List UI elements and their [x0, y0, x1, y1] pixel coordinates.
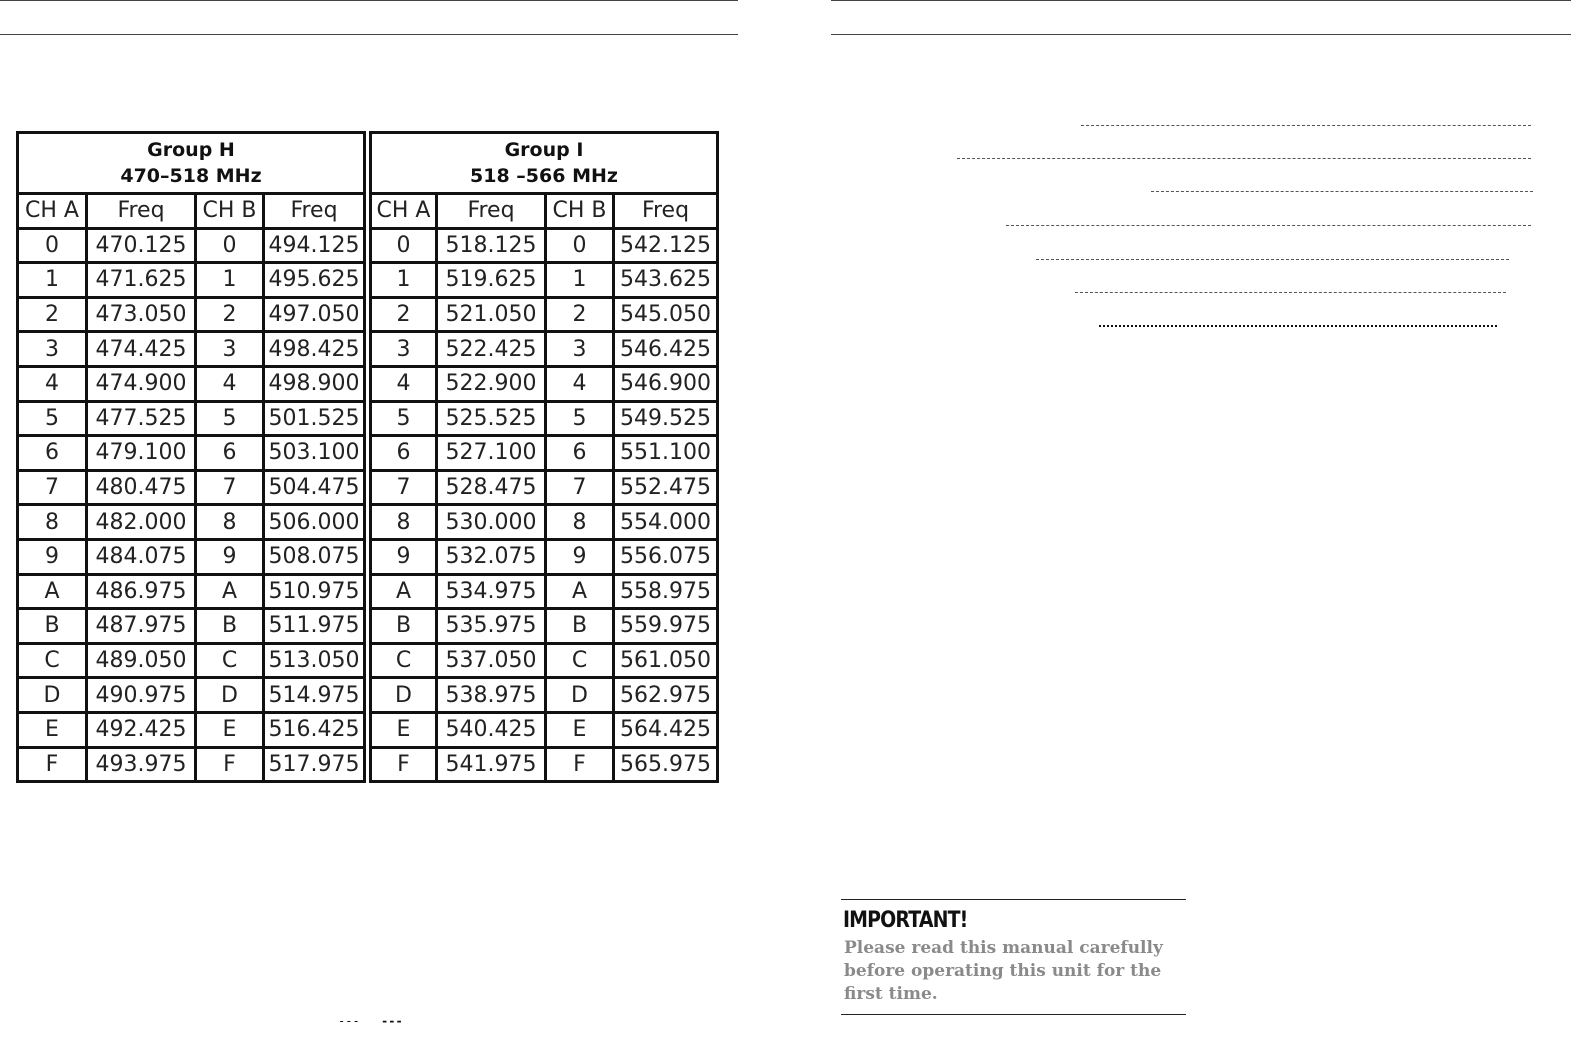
channel-cell: 6	[18, 436, 87, 471]
channel-cell: 5	[196, 401, 264, 436]
channel-cell: 1	[196, 263, 264, 298]
frequency-cell: 489.050	[87, 643, 196, 678]
channel-cell: 2	[196, 297, 264, 332]
channel-cell: 4	[546, 366, 614, 401]
frequency-table	[16, 131, 719, 783]
channel-cell: D	[546, 678, 614, 713]
frequency-cell: 473.050	[87, 297, 196, 332]
frequency-cell: 521.050	[437, 297, 546, 332]
channel-cell: 6	[368, 436, 437, 471]
frequency-cell: 535.975	[437, 609, 546, 644]
channel-cell: E	[368, 712, 437, 747]
channel-cell: F	[368, 747, 437, 782]
channel-cell: B	[368, 609, 437, 644]
channel-cell: C	[368, 643, 437, 678]
col-header: Freq	[437, 194, 546, 229]
frequency-cell: 503.100	[264, 436, 368, 471]
channel-cell: 3	[546, 332, 614, 367]
frequency-cell: 525.525	[437, 401, 546, 436]
frequency-cell: 538.975	[437, 678, 546, 713]
top-rule-right-2	[831, 34, 1571, 35]
channel-cell: 0	[18, 228, 87, 263]
frequency-cell: 501.525	[264, 401, 368, 436]
frequency-cell: 508.075	[264, 539, 368, 574]
channel-cell: 8	[18, 505, 87, 540]
frequency-cell: 564.425	[614, 712, 718, 747]
channel-cell: 7	[196, 470, 264, 505]
col-header: CH A	[368, 194, 437, 229]
frequency-cell: 490.975	[87, 678, 196, 713]
table-row	[18, 436, 718, 471]
channel-cell: B	[196, 609, 264, 644]
channel-cell: C	[196, 643, 264, 678]
table-row	[18, 539, 718, 574]
footer-mark-left: ---	[338, 1014, 360, 1028]
channel-cell: 4	[196, 366, 264, 401]
footer-mark-right: ---	[381, 1014, 403, 1028]
col-header: CH B	[546, 194, 614, 229]
channel-cell: F	[196, 747, 264, 782]
frequency-cell: 541.975	[437, 747, 546, 782]
col-header: CH A	[18, 194, 87, 229]
leader-line	[1075, 292, 1506, 293]
frequency-cell: 549.525	[614, 401, 718, 436]
top-rule-left-1	[0, 0, 738, 1]
leader-line	[1036, 259, 1509, 260]
frequency-cell: 527.100	[437, 436, 546, 471]
frequency-cell: 513.050	[264, 643, 368, 678]
channel-cell: 3	[368, 332, 437, 367]
frequency-cell: 522.425	[437, 332, 546, 367]
frequency-cell: 552.475	[614, 470, 718, 505]
leader-line	[1099, 325, 1497, 327]
frequency-cell: 471.625	[87, 263, 196, 298]
channel-cell: 1	[18, 263, 87, 298]
channel-cell: D	[18, 678, 87, 713]
frequency-cell: 487.975	[87, 609, 196, 644]
channel-cell: 6	[196, 436, 264, 471]
frequency-cell: 558.975	[614, 574, 718, 609]
frequency-cell: 528.475	[437, 470, 546, 505]
frequency-cell: 542.125	[614, 228, 718, 263]
frequency-cell: 562.975	[614, 678, 718, 713]
col-header: CH B	[196, 194, 264, 229]
channel-cell: 4	[368, 366, 437, 401]
group-h-name: Group H	[147, 139, 235, 161]
channel-cell: F	[18, 747, 87, 782]
frequency-cell: 486.975	[87, 574, 196, 609]
channel-cell: 9	[18, 539, 87, 574]
channel-cell: 0	[546, 228, 614, 263]
frequency-cell: 474.900	[87, 366, 196, 401]
channel-cell: 9	[546, 539, 614, 574]
channel-cell: 0	[196, 228, 264, 263]
frequency-cell: 556.075	[614, 539, 718, 574]
frequency-cell: 474.425	[87, 332, 196, 367]
leader-line	[1006, 225, 1531, 226]
channel-cell: 3	[18, 332, 87, 367]
channel-cell: A	[368, 574, 437, 609]
frequency-cell: 530.000	[437, 505, 546, 540]
frequency-cell: 511.975	[264, 609, 368, 644]
group-i-range: 518 –566 MHz	[470, 165, 618, 187]
table-row	[18, 297, 718, 332]
channel-cell: 7	[368, 470, 437, 505]
channel-cell: A	[196, 574, 264, 609]
channel-cell: B	[18, 609, 87, 644]
channel-cell: 6	[546, 436, 614, 471]
channel-cell: E	[546, 712, 614, 747]
table-row	[18, 228, 718, 263]
frequency-cell: 470.125	[87, 228, 196, 263]
frequency-cell: 519.625	[437, 263, 546, 298]
frequency-cell: 514.975	[264, 678, 368, 713]
channel-cell: 2	[368, 297, 437, 332]
channel-cell: 0	[368, 228, 437, 263]
channel-cell: 8	[546, 505, 614, 540]
table-row	[18, 263, 718, 298]
channel-cell: 8	[368, 505, 437, 540]
group-i-header	[368, 133, 718, 194]
table-row	[18, 712, 718, 747]
channel-cell: 1	[368, 263, 437, 298]
channel-cell: F	[546, 747, 614, 782]
col-header: Freq	[87, 194, 196, 229]
frequency-cell: 497.050	[264, 297, 368, 332]
channel-cell: 5	[368, 401, 437, 436]
frequency-cell: 534.975	[437, 574, 546, 609]
channel-cell: 5	[18, 401, 87, 436]
channel-cell: 9	[196, 539, 264, 574]
top-rule-right-1	[831, 0, 1571, 1]
table-row	[18, 470, 718, 505]
channel-cell: 8	[196, 505, 264, 540]
channel-cell: 9	[368, 539, 437, 574]
frequency-cell: 517.975	[264, 747, 368, 782]
frequency-cell: 532.075	[437, 539, 546, 574]
table-row	[18, 609, 718, 644]
table-row	[18, 574, 718, 609]
frequency-cell: 498.425	[264, 332, 368, 367]
group-h-range: 470–518 MHz	[120, 165, 262, 187]
frequency-cell: 492.425	[87, 712, 196, 747]
channel-cell: 5	[546, 401, 614, 436]
frequency-cell: 545.050	[614, 297, 718, 332]
channel-cell: 2	[546, 297, 614, 332]
channel-cell: D	[196, 678, 264, 713]
frequency-cell: 546.425	[614, 332, 718, 367]
table-row	[18, 366, 718, 401]
frequency-cell: 479.100	[87, 436, 196, 471]
table-row	[18, 643, 718, 678]
notice-bottom-rule	[841, 1014, 1186, 1015]
channel-cell: C	[546, 643, 614, 678]
frequency-cell: 477.525	[87, 401, 196, 436]
table-row	[18, 401, 718, 436]
table-row	[18, 678, 718, 713]
frequency-cell: 504.475	[264, 470, 368, 505]
column-header-row	[18, 194, 718, 229]
frequency-cell: 516.425	[264, 712, 368, 747]
channel-cell: 4	[18, 366, 87, 401]
notice-top-rule	[841, 899, 1186, 900]
channel-cell: 7	[546, 470, 614, 505]
frequency-cell: 495.625	[264, 263, 368, 298]
channel-cell: 2	[18, 297, 87, 332]
leader-line	[1151, 191, 1533, 192]
channel-cell: 7	[18, 470, 87, 505]
frequency-cell: 559.975	[614, 609, 718, 644]
frequency-cell: 537.050	[437, 643, 546, 678]
frequency-cell: 493.975	[87, 747, 196, 782]
channel-cell: 3	[196, 332, 264, 367]
top-rule-left-2	[0, 34, 738, 35]
frequency-cell: 510.975	[264, 574, 368, 609]
table-row	[18, 332, 718, 367]
frequency-cell: 561.050	[614, 643, 718, 678]
frequency-cell: 546.900	[614, 366, 718, 401]
frequency-cell: 565.975	[614, 747, 718, 782]
col-header: Freq	[614, 194, 718, 229]
frequency-cell: 480.475	[87, 470, 196, 505]
notice-body: Please read this manual carefully before operating this unit for the first time.	[844, 938, 1163, 1004]
table-row	[18, 747, 718, 782]
leader-line	[1081, 125, 1531, 126]
group-i-name: Group I	[504, 139, 584, 161]
frequency-cell: 554.000	[614, 505, 718, 540]
frequency-cell: 494.125	[264, 228, 368, 263]
frequency-cell: 482.000	[87, 505, 196, 540]
frequency-cell: 484.075	[87, 539, 196, 574]
channel-cell: B	[546, 609, 614, 644]
frequency-cell: 518.125	[437, 228, 546, 263]
leader-line	[957, 158, 1531, 159]
frequency-cell: 506.000	[264, 505, 368, 540]
channel-cell: D	[368, 678, 437, 713]
frequency-cell: 522.900	[437, 366, 546, 401]
frequency-cell: 551.100	[614, 436, 718, 471]
channel-cell: C	[18, 643, 87, 678]
channel-cell: 1	[546, 263, 614, 298]
channel-cell: A	[546, 574, 614, 609]
group-h-header	[18, 133, 368, 194]
channel-cell: E	[18, 712, 87, 747]
frequency-cell: 543.625	[614, 263, 718, 298]
channel-cell: A	[18, 574, 87, 609]
table-row	[18, 505, 718, 540]
col-header: Freq	[264, 194, 368, 229]
frequency-cell: 540.425	[437, 712, 546, 747]
frequency-cell: 498.900	[264, 366, 368, 401]
channel-cell: E	[196, 712, 264, 747]
notice-title: IMPORTANT!	[843, 908, 968, 933]
